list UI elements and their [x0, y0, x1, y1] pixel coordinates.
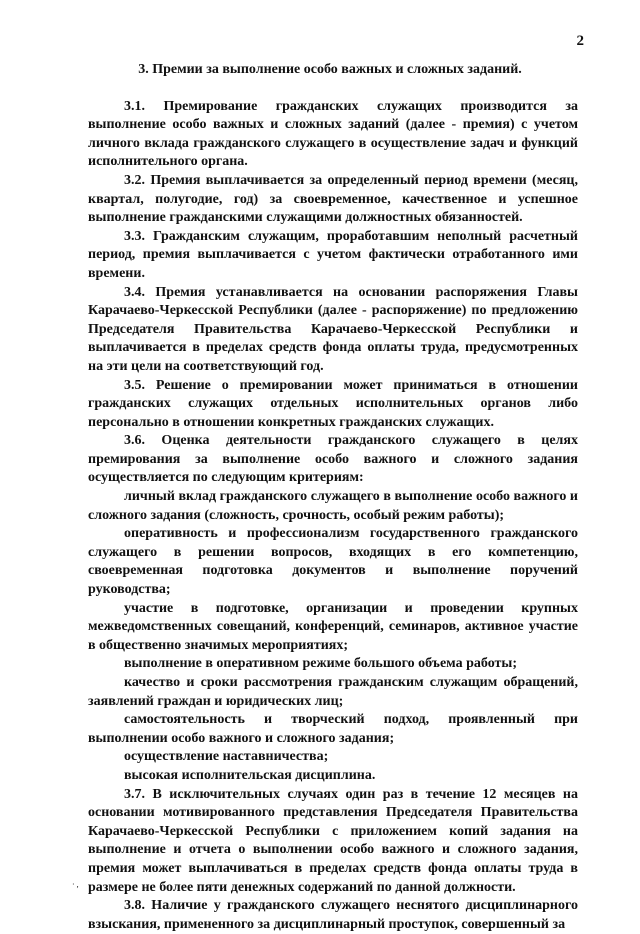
criterion-item: участие в подготовке, организации и проведении крупных межведомственных совещаний, конференций, семинаров, активное участие в общественно значимых мероприятиях; — [88, 600, 578, 653]
page-number: 2 — [576, 33, 584, 49]
paragraph-3-3: 3.3. Гражданским служащим, проработавшим неполный расчетный период, премия выплачивается с учетом фактически отработанного ими времени. — [88, 228, 578, 281]
paragraph-3-4: 3.4. Премия устанавливается на основании распоряжения Главы Карачаево-Черкесской Республики (далее - распоряжение) по предложению Председателя Правительства Карачаево-Черкесской Республики и выплачивается в пределах средств фонда оплаты труда, предусмотренных на эти цели на соответствующий год. — [88, 284, 578, 374]
criterion-item: оперативность и профессионализм государственного гражданского служащего в решении вопросов, входящих в его компетенцию, своевременная подготовка документов и выполнение поручений руководства; — [88, 526, 578, 598]
criterion-item: самостоятельность и творческий подход, проявленный при выполнении особо важного и сложного задания; — [88, 712, 578, 746]
paragraph-3-7: 3.7. В исключительных случаях один раз в течение 12 месяцев на основании мотивированного представления Председателя Правительства Карачаево-Черкесской Республики с приложением копий задания на выполнение и отчета о выполнении особо важного и сложного задания, премия может выплачиваться в пределах средств фонда оплаты труда в размере не более пяти денежных содержаний по данной должности. — [88, 786, 578, 895]
section-title: 3. Премии за выполнение особо важных и сложных заданий. — [138, 62, 522, 77]
paragraph-3-5: 3.5. Решение о премировании может приниматься в отношении гражданских служащих отдельных исполнительных органов либо персонально в отношении конкретных гражданских служащих. — [88, 377, 578, 430]
criterion-item: осуществление наставничества; — [124, 749, 329, 765]
criterion-item: высокая исполнительская дисциплина. — [124, 767, 376, 783]
document-body — [88, 61, 578, 934]
paragraph-3-2: 3.2. Премия выплачивается за определенный период времени (месяц, квартал, полугодие, год) за своевременное, качественное и успешное выполнение гражданскими служащими должностных обязанностей. — [88, 172, 578, 226]
scan-mark: ·, — [72, 880, 81, 889]
criterion-item: личный вклад гражданского служащего в выполнение особо важного и сложного задания (сложность, срочность, особый режим работы); — [88, 489, 578, 523]
paragraph-3-8: 3.8. Наличие у гражданского служащего неснятого дисциплинарного взыскания, примененного за дисциплинарный проступок, совершенный за — [88, 898, 578, 932]
criterion-item: выполнение в оперативном режиме большого объема работы; — [124, 656, 517, 672]
criterion-item: качество и сроки рассмотрения гражданским служащим обращений, заявлений граждан и юридических лиц; — [88, 675, 578, 709]
paragraph-3-6: 3.6. Оценка деятельности гражданского служащего в целях премирования за выполнение особо важного и сложного задания осуществляется по следующим критериям: — [88, 433, 578, 486]
paragraph-3-1: 3.1. Премирование гражданских служащих производится за выполнение особо важных и сложных заданий (далее - премия) с учетом личного вклада гражданского служащего в осуществление задач и функций исполнительного органа. — [88, 98, 578, 170]
